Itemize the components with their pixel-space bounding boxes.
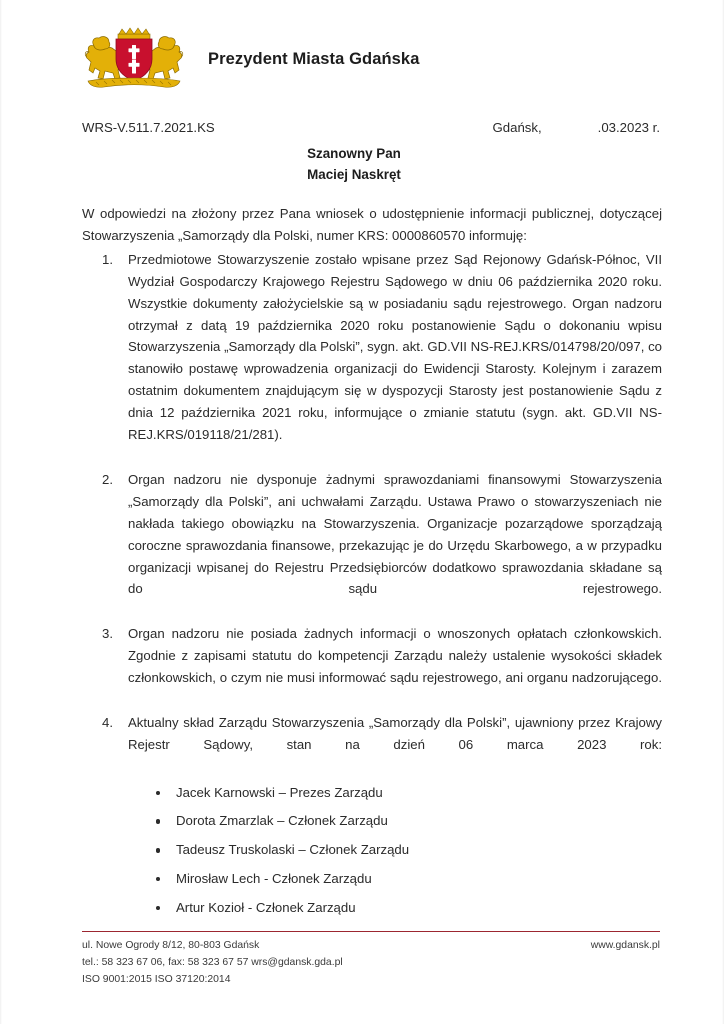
point-text: Organ nadzoru nie dysponuje żadnymi sprawozdaniami finansowymi Stowarzyszenia „Samorządy dla Polski”, ani uchwałami Zarządu. Ustawa Prawo o stowarzyszeniach nie nakłada takiego obowiązku na Stowarzyszenia. Organizacje pozarządowe sporządzają coroczne sprawozdania finansowe, przekazując je do Urzędu Skarbowego, a w przypadku organizacji wpisanej do Rejestru Przedsiębiorców dodatkowo sprawozdania składane są do sądu rejestrowego.: [128, 471, 662, 597]
point-text: Przedmiotowe Stowarzyszenie zostało wpisane przez Sąd Rejonowy Gdańsk-Północ, VII Wydział Gospodarczy Krajowego Rejestru Sądowego w dniu 06 października 2020 roku. Wszystkie dokumenty założycielskie są w posiadaniu sądu rejestrowego. Organ nadzoru otrzymał z datą 19 października 2020 roku postanowienie Sądu o dokonaniu wpisu Stowarzyszenia „Samorządy dla Polski”, sygn. akt. GD.VII NS-REJ.KRS/014798/20/097, co stanowiło postawę wprowadzenia organizacji do Ewidencji Starosty. Kolejnym i zarazem ostatnim dokumentem znajdującym się w dyspozycji Starosty jest postanowienie Sądu z dnia 12 października 2021 roku, informujące o zmianie statutu (sygn. akt. GD.VII NS-REJ.KRS/019118/21/281).: [128, 251, 662, 443]
footer-address: ul. Nowe Ogrody 8/12, 80-803 Gdańsk: [82, 940, 260, 951]
footer-certifications: ISO 9001:2015 ISO 37120:2014: [82, 973, 231, 985]
board-member-name: Tadeusz Truskolaski – Członek Zarządu: [176, 842, 410, 858]
list-item: [154, 782, 662, 804]
board-members-list: [128, 782, 662, 920]
addressee-salutation: Szanowny Pan: [307, 146, 401, 161]
board-member-name: Artur Kozioł - Członek Zarządu: [176, 900, 356, 916]
place-label: Gdańsk,: [492, 120, 542, 135]
list-item: [154, 868, 662, 890]
footer-website: www.gdansk.pl: [590, 940, 660, 951]
letterhead: [82, 26, 419, 92]
reference-row: [82, 120, 660, 135]
intro-paragraph: W odpowiedzi na złożony przez Pana wniosek o udostępnienie informacji publicznej, dotyczącej Stowarzyszenia „Samorządy dla Polski, numer KRS: 0000860570 informuję:: [82, 206, 662, 243]
letter-body: [82, 203, 662, 926]
reference-number: WRS-V.511.7.2021.KS: [82, 120, 215, 135]
footer-contact: tel.: 58 323 67 06, fax: 58 323 67 57 wrs@gdansk.gda.pl: [82, 956, 343, 968]
board-member-name: Jacek Karnowski – Prezes Zarządu: [176, 784, 383, 800]
footer-divider: [82, 931, 660, 932]
addressee-name: Maciej Naskręt: [307, 167, 401, 183]
place-and-date: [493, 120, 660, 135]
numbered-points-list: [82, 249, 662, 919]
page-footer: [82, 931, 660, 989]
point-text: Aktualny skład Zarządu Stowarzyszenia „Samorządy dla Polski”, ujawniony przez Krajowy Rejestr Sądowy, stan na dzień 06 marca 2023 rok:: [128, 714, 662, 752]
list-item: [128, 249, 662, 468]
list-item: [154, 810, 662, 832]
list-item: [154, 839, 662, 861]
organization-title: Prezydent Miasta Gdańska: [208, 49, 420, 68]
footer-content: [82, 938, 660, 989]
list-item: [154, 897, 662, 919]
addressee-block: [0, 143, 724, 185]
list-item: [128, 623, 662, 711]
board-member-name: Mirosław Lech - Członek Zarządu: [176, 871, 372, 887]
list-item: [128, 712, 662, 919]
point-text: Organ nadzoru nie posiada żadnych informacji o wnoszonych opłatach członkowskich. Zgodnie z zapisami statutu do kompetencji Zarządu należy ustalenie wysokości składek członkowskich, o czym nie musi informować sądu rejestrowego, ani organu nadzorującego.: [128, 626, 662, 686]
gdansk-coat-of-arms-icon: [82, 26, 186, 92]
footer-contact-block: [82, 938, 343, 989]
date-label: .03.2023 r.: [597, 120, 660, 135]
list-item: [128, 469, 662, 622]
board-member-name: Dorota Zmarzlak – Członek Zarządu: [176, 813, 388, 829]
